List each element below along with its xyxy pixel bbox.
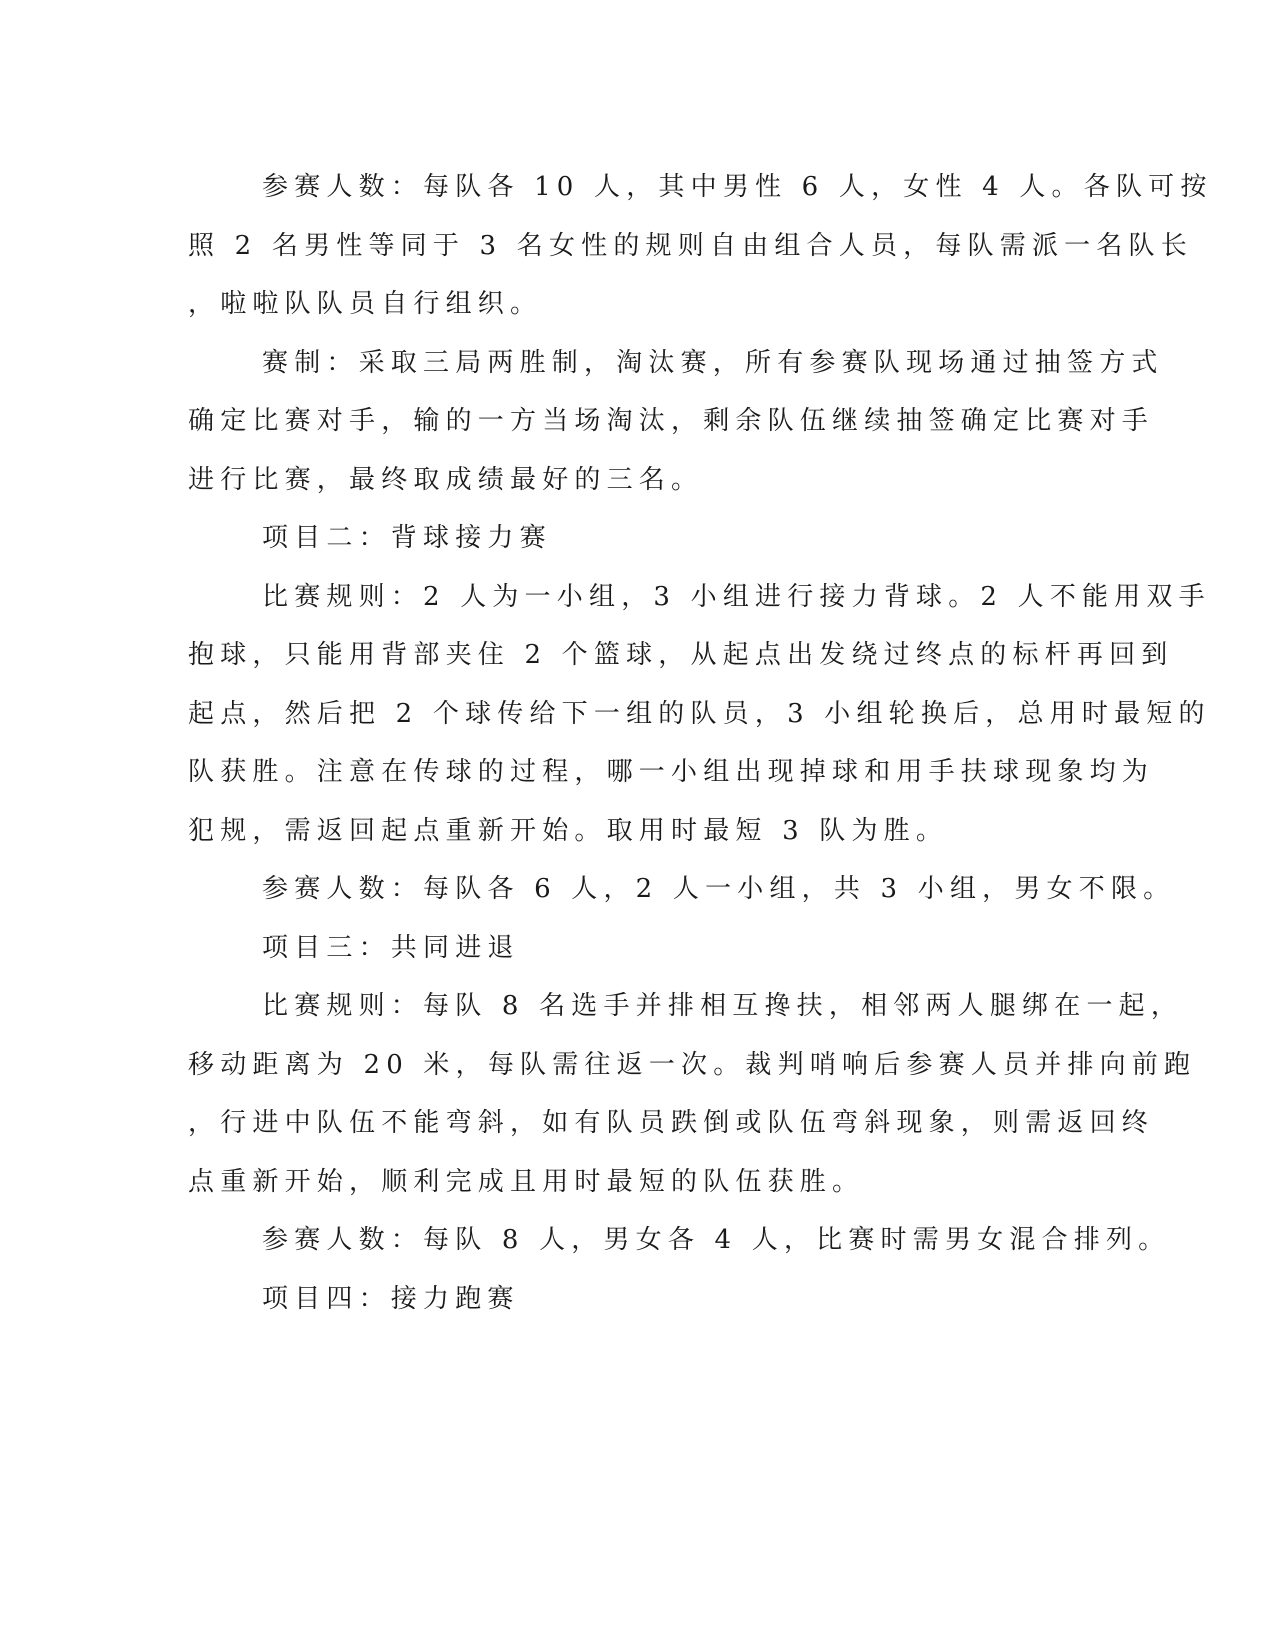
heading-project-four: 项目四：接力跑赛: [262, 1283, 520, 1314]
paragraph-rules-three-line-4: 点重新开始，顺利完成且用时最短的队伍获胜。: [188, 1166, 865, 1197]
paragraph-participants-line-1: 参赛人数：每队各 10 人，其中男性 6 人，女性 4 人。各队可按: [262, 172, 1213, 202]
heading-project-three: 项目三：共同进退: [262, 932, 520, 963]
heading-project-two: 项目二：背球接力赛: [262, 523, 552, 553]
paragraph-rules-three-line-1: 比赛规则：每队 8 名选手并排相互搀扶，相邻两人腿绑在一起，: [262, 991, 1184, 1021]
paragraph-format-line-3: 进行比赛，最终取成绩最好的三名。: [188, 464, 704, 495]
paragraph-rules-two-line-3: 起点，然后把 2 个球传给下一组的队员，3 小组轮换后，总用时最短的: [188, 698, 1211, 729]
paragraph-rules-three-line-2: 移动距离为 20 米，每队需往返一次。裁判哨响后参赛人员并排向前跑: [188, 1049, 1197, 1080]
paragraph-rules-two-line-1: 比赛规则：2 人为一小组，3 小组进行接力背球。2 人不能用双手: [262, 581, 1211, 612]
document-body: [188, 158, 1213, 1328]
paragraph-rules-three-line-3: ，行进中队伍不能弯斜，如有队员跌倒或队伍弯斜现象，则需返回终: [188, 1108, 1155, 1138]
paragraph-format-line-1: 赛制：采取三局两胜制，淘汰赛，所有参赛队现场通过抽签方式: [262, 347, 1164, 378]
paragraph-participants-three: 参赛人数：每队 8 人，男女各 4 人，比赛时需男女混合排列。: [262, 1225, 1171, 1255]
paragraph-participants-two: 参赛人数：每队各 6 人，2 人一小组，共 3 小组，男女不限。: [262, 874, 1176, 904]
paragraph-rules-two-line-5: 犯规，需返回起点重新开始。取用时最短 3 队为胜。: [188, 815, 949, 846]
paragraph-participants-line-2: 照 2 名男性等同于 3 名女性的规则自由组合人员，每队需派一名队长: [188, 230, 1193, 261]
paragraph-format-line-2: 确定比赛对手，输的一方当场淘汰，剩余队伍继续抽签确定比赛对手: [188, 406, 1155, 436]
paragraph-rules-two-line-2: 抱球，只能用背部夹住 2 个篮球，从起点出发绕过终点的标杆再回到: [188, 640, 1174, 670]
paragraph-rules-two-line-4: 队获胜。注意在传球的过程，哪一小组出现掉球和用手扶球现象均为: [188, 757, 1155, 787]
paragraph-participants-line-3: ，啦啦队队员自行组织。: [188, 289, 543, 319]
